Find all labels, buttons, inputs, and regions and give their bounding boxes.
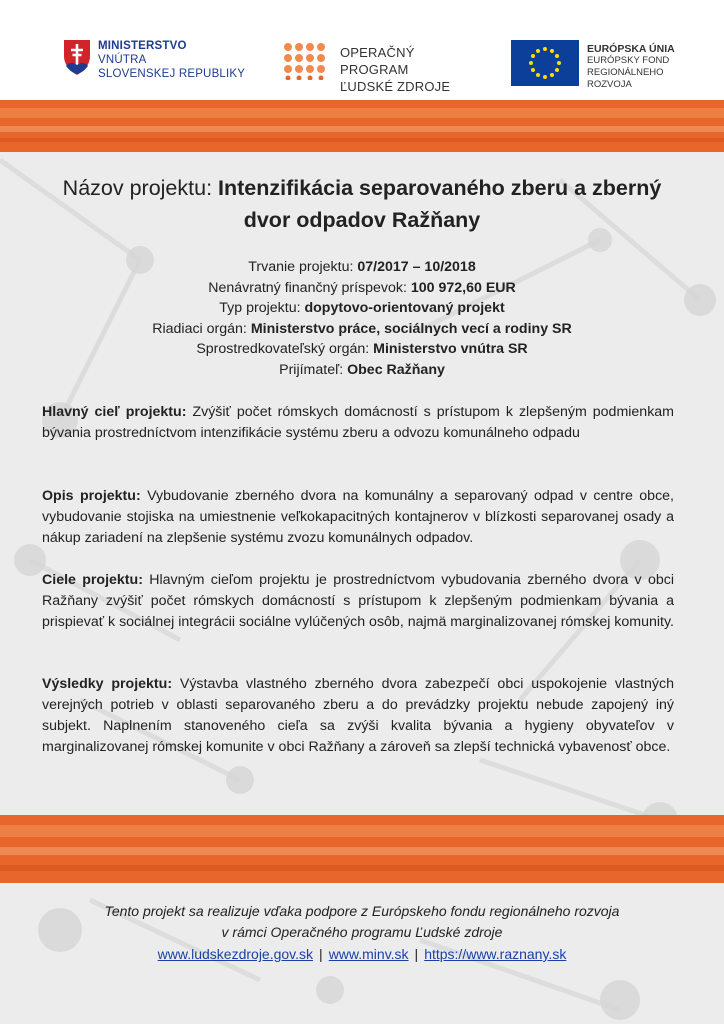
meta-row-grant (40, 278, 684, 299)
footer-line1: Tento projekt sa realizuje vďaka podpore z Európskeho fondu regionálneho rozvoja (104, 903, 620, 919)
section-goals (42, 570, 674, 633)
meta-value: 100 972,60 EUR (410, 279, 516, 296)
section-text: Hlavným cieľom projektu je prostredníctvom vybudovania zberného dvora v obci Ražňany zvýšiť počet rómskych domácností s prístupom k zlepšeným podmienkam bývania a prispievať k sociálnej integrácii sociálne vylúčených osôb, najmä marginalizovanej rómskej komunity. (42, 572, 674, 630)
meta-row-duration (40, 257, 684, 278)
section-main-goal (42, 402, 674, 444)
meta-row-beneficiary (40, 360, 684, 381)
meta-row-type (40, 298, 684, 319)
meta-label: Typ projektu: (219, 300, 305, 316)
section-label: Hlavný cieľ projektu: (42, 404, 187, 420)
meta-label: Trvanie projektu: (248, 259, 358, 275)
project-title (40, 172, 684, 236)
footer-line2: v rámci Operačného programu Ľudské zdroje (221, 924, 503, 940)
eu-name-line3: REGIONÁLNEHO ROZVOJA (587, 67, 664, 90)
project-meta (40, 257, 684, 380)
ministry-name-line1: MINISTERSTVO (98, 40, 187, 52)
footer-support-text (40, 901, 684, 943)
meta-value: Ministerstvo práce, sociálnych vecí a rodiny SR (250, 320, 572, 337)
ministry-name-line3: SLOVENSKEJ REPUBLIKY (98, 68, 246, 80)
link-ludskezdroje[interactable]: www.ludskezdroje.gov.sk (157, 946, 314, 962)
section-label: Ciele projektu: (42, 572, 143, 588)
meta-label: Prijímateľ: (279, 361, 348, 378)
programme-name-line1: OPERAČNÝ PROGRAM (340, 45, 415, 77)
meta-value: 07/2017 – 10/2018 (357, 259, 476, 275)
meta-row-managing-authority (40, 319, 684, 340)
project-title-prefix: Názov projektu: (62, 176, 219, 200)
ministry-name-line2: VNÚTRA (98, 54, 147, 66)
meta-label: Sprostredkovateľský orgán: (196, 341, 374, 357)
section-description (42, 486, 674, 549)
link-minv[interactable]: www.minv.sk (328, 946, 409, 962)
eu-name-line1: EURÓPSKA ÚNIA (587, 43, 675, 55)
programme-name-line2: ĽUDSKÉ ZDROJE (340, 79, 451, 94)
project-title-name: Intenzifikácia separovaného zberu a zberný dvor odpadov Ražňany (218, 176, 662, 232)
meta-value: dopytovo-orientovaný projekt (304, 300, 505, 316)
eu-name-line2: EURÓPSKY FOND (587, 55, 670, 66)
meta-label: Nenávratný finančný príspevok: (208, 279, 411, 296)
link-separator: | (414, 946, 419, 962)
section-label: Opis projektu: (42, 488, 141, 504)
meta-label: Riadiaci orgán: (152, 320, 251, 337)
section-results (42, 674, 674, 758)
link-separator: | (319, 946, 323, 962)
section-text: Zvýšiť počet rómskych domácností s prístupom k zlepšeným podmienkam bývania prostredníctvom intenzifikácie systému zberu a odvozu komunálneho odpadu (42, 404, 675, 441)
meta-value: Obec Ražňany (347, 361, 445, 378)
section-text: Vybudovanie zberného dvora na komunálny a separovaný odpad v centre obce, vybudovanie stojiska na umiestnenie veľkokapacitných kontajnerov v blízkosti separovanej osady a nákup zariadení na zlepšenie systému zvozu komunálnych odpadov. (42, 488, 674, 546)
section-text: Výstavba vlastného zberného dvora zabezpečí obci uspokojenie vlastných verejných potrieb v oblasti separovaného zberu a do prevádzky projektu nebude zapojený iný subjekt. Naplnením stanoveného cieľa sa zvýši kvalita bývania a hygieny obyvateľov v marginalizovanej rómskej komunite v obci Ražňany a zároveň sa zlepší technická vybavenosť obce. (42, 676, 674, 755)
meta-value: Ministerstvo vnútra SR (373, 341, 528, 357)
link-raznany[interactable]: https://www.raznany.sk (424, 946, 567, 962)
footer-links (40, 944, 684, 965)
meta-row-intermediate-body (40, 339, 684, 360)
section-label: Výsledky projektu: (42, 676, 173, 692)
